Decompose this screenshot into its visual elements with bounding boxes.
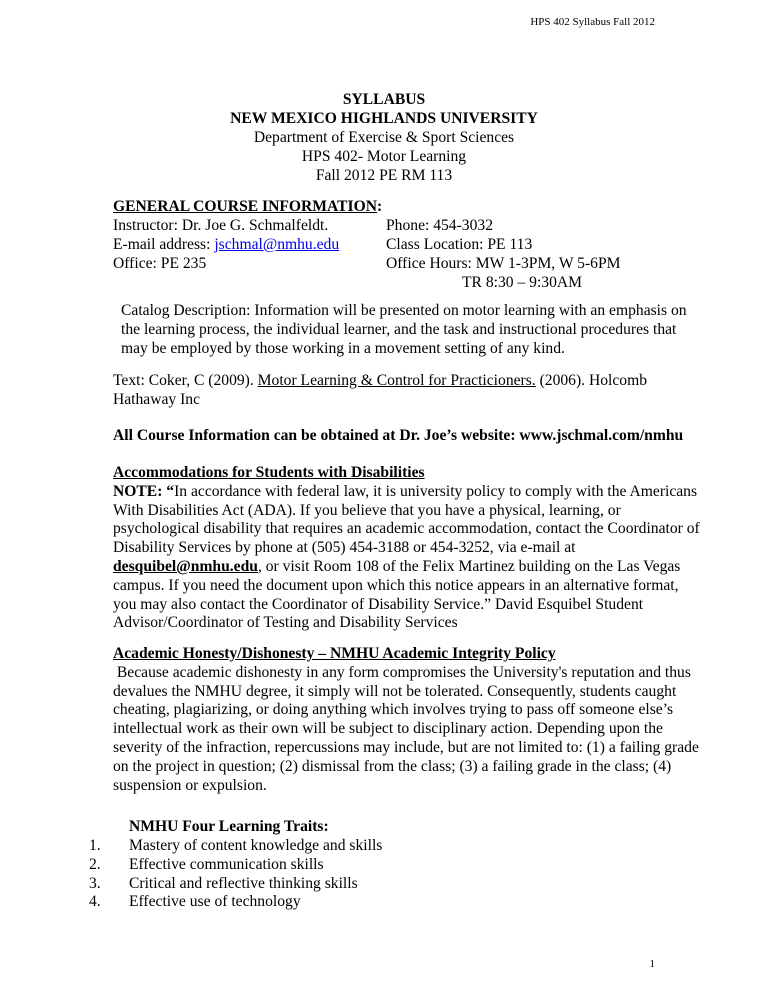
list-item bbox=[89, 893, 382, 912]
accommodations-line: With Disabilities Act (ADA). If you believe that you have a physical, learning, or bbox=[113, 501, 621, 519]
instructor: Instructor: Dr. Joe G. Schmalfeldt. bbox=[113, 217, 329, 234]
accommodations-line: psychological disability that requires an academic accommodation, contact the Coordinator of bbox=[113, 520, 700, 538]
book-title: Motor Learning & Control for Practicioners. bbox=[257, 372, 536, 389]
title-line-1: SYLLABUS bbox=[342, 91, 426, 108]
list-number: 4. bbox=[89, 893, 101, 911]
accommodations-heading: Accommodations for Students with Disabilities bbox=[113, 464, 425, 481]
list-text: Effective use of technology bbox=[129, 893, 301, 911]
traits-list bbox=[89, 837, 382, 912]
honesty-line: devalues the NMHU degree, it simply will not be tolerated. Consequently, students caught bbox=[113, 682, 677, 700]
honesty-line: on the project in question; (2) dismissal from the class; (3) a failing grade in the class; (4) bbox=[113, 757, 672, 775]
accommodations-line: campus. If you need the document upon which this notice appears in an alternative format, bbox=[113, 576, 679, 594]
text-suffix: (2006). Holcomb bbox=[535, 372, 648, 389]
honesty-line: severity of the infraction, repercussions may include, but are not limited to: (1) a failing grade bbox=[113, 738, 699, 756]
catalog-description bbox=[121, 302, 687, 358]
general-info-heading bbox=[113, 198, 382, 217]
course-title: HPS 402- Motor Learning bbox=[301, 148, 467, 165]
publisher: Hathaway Inc bbox=[113, 390, 201, 408]
list-text: Effective communication skills bbox=[129, 855, 324, 873]
honesty-line: suspension or expulsion. bbox=[113, 776, 267, 794]
list-item bbox=[89, 875, 382, 894]
general-info-heading-text: GENERAL COURSE INFORMATION bbox=[113, 198, 377, 215]
list-number: 1. bbox=[89, 837, 101, 854]
term-location: Fall 2012 PE RM 113 bbox=[315, 167, 453, 184]
page-number: 1 bbox=[649, 958, 655, 970]
office: Office: PE 235 bbox=[113, 255, 207, 272]
honesty-line: intellectual work as their own will be subject to disciplinary action. Depending upon the bbox=[113, 720, 663, 738]
office-hours-2: TR 8:30 – 9:30AM bbox=[462, 274, 582, 291]
traits-heading: NMHU Four Learning Traits: bbox=[129, 818, 329, 835]
honesty-line: Because academic dishonesty in any form compromises the University's reputation and thus bbox=[113, 663, 691, 681]
text-prefix: Text: Coker, C (2009). bbox=[113, 372, 258, 389]
accommodations-line: , or visit Room 108 of the Felix Martinez building on the Las Vegas bbox=[257, 557, 681, 575]
note-label: NOTE: “ bbox=[113, 482, 175, 500]
list-number: 2. bbox=[89, 855, 101, 873]
heading-colon: : bbox=[376, 198, 383, 215]
office-hours: Office Hours: MW 1-3PM, W 5-6PM bbox=[386, 255, 621, 272]
honesty-heading: Academic Honesty/Dishonesty – NMHU Academic Integrity Policy bbox=[113, 645, 556, 662]
catalog-line: Catalog Description: Information will be presented on motor learning with an emphasis on bbox=[121, 302, 687, 319]
website-note: All Course Information can be obtained at Dr. Joe’s website: www.jschmal.com/nmhu bbox=[113, 427, 684, 444]
catalog-line: the learning process, the individual learner, and the task and instructional procedures that bbox=[121, 320, 677, 338]
department: Department of Exercise & Sport Sciences bbox=[253, 129, 515, 146]
accommodations-line: In accordance with federal law, it is university policy to comply with the Americans bbox=[174, 482, 698, 500]
catalog-line: may be employed by those working in a movement setting of any kind. bbox=[121, 339, 565, 357]
email-label: E-mail address: bbox=[113, 236, 215, 253]
class-location: Class Location: PE 113 bbox=[386, 236, 533, 253]
list-item bbox=[89, 856, 382, 875]
running-header: HPS 402 Syllabus Fall 2012 bbox=[530, 16, 655, 28]
honesty-line: cheating, plagiarizing, or doing anything which involves trying to pass off someone else’s bbox=[113, 701, 674, 719]
accommodations-line: you may also contact the Coordinator of Disability Service.” David Esquibel Student bbox=[113, 595, 644, 613]
list-text: Mastery of content knowledge and skills bbox=[129, 837, 383, 854]
email-row bbox=[113, 236, 339, 255]
list-item bbox=[89, 837, 382, 856]
instructor-email-link[interactable]: jschmal@nmhu.edu bbox=[214, 236, 340, 253]
list-text: Critical and reflective thinking skills bbox=[129, 874, 358, 892]
accommodations-line: Advisor/Coordinator of Testing and Disability Services bbox=[113, 614, 458, 632]
disability-email[interactable]: desquibel@nmhu.edu bbox=[113, 557, 258, 575]
phone: Phone: 454-3032 bbox=[386, 217, 493, 234]
accommodations-line: Disability Services by phone at (505) 454-3188 or 454-3252, via e-mail at bbox=[113, 539, 576, 557]
university-name: NEW MEXICO HIGHLANDS UNIVERSITY bbox=[230, 110, 538, 127]
honesty-section bbox=[113, 645, 699, 795]
accommodations-section bbox=[113, 464, 700, 633]
list-number: 3. bbox=[89, 874, 101, 892]
textbook bbox=[113, 372, 647, 410]
